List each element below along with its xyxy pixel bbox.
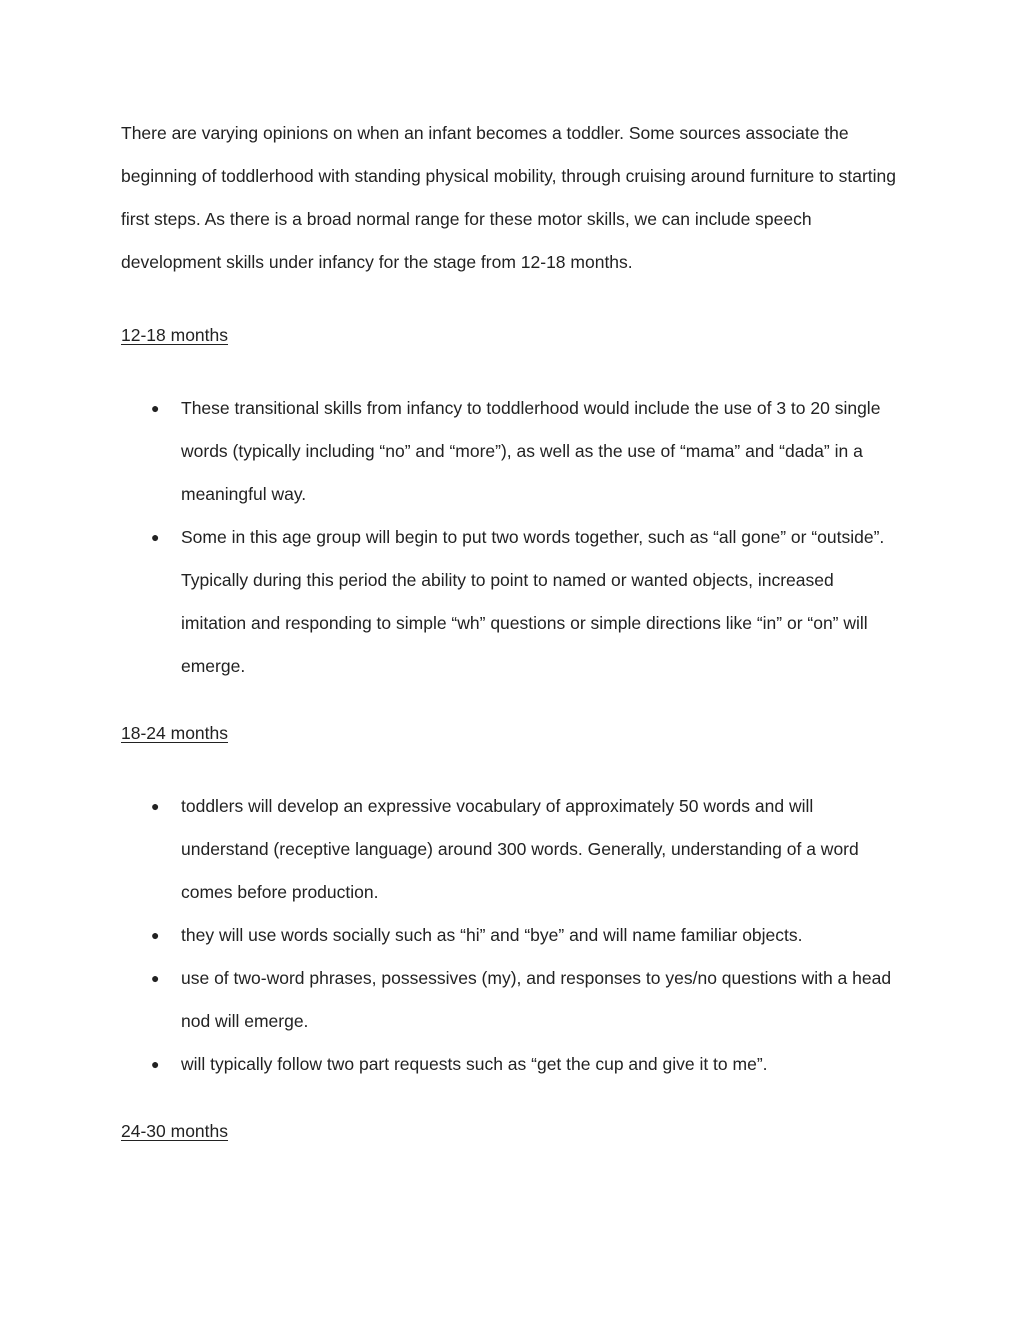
bullet-icon: ●: [151, 529, 160, 545]
bullet-list: [121, 387, 901, 688]
section-heading: 18-24 months: [121, 723, 229, 743]
intro-paragraph: There are varying opinions on when an infant becomes a toddler. Some sources associate the beginning of toddlerhood with standing physical mobility, through cruising around furniture to starting first steps. As there is a broad normal range for these motor skills, we can include speech development skills under infancy for the stage from 12-18 months.: [121, 123, 896, 272]
list-item: [121, 516, 901, 688]
list-item: [121, 387, 901, 516]
bullet-list: [121, 785, 901, 1086]
intro-paragraph-block: [121, 112, 901, 284]
bullet-icon: ●: [151, 798, 160, 814]
list-item: [121, 785, 901, 914]
section-24-30: [121, 1110, 901, 1153]
section-18-24: [121, 712, 901, 1086]
bullet-icon: ●: [151, 970, 160, 986]
section-12-18: [121, 314, 901, 688]
list-item-text: they will use words socially such as “hi” and “bye” and will name familiar objects.: [181, 925, 803, 945]
section-heading: 24-30 months: [121, 1121, 229, 1141]
list-item-text: Some in this age group will begin to put two words together, such as “all gone” or “outside”. Typically during this period the ability to point to named or wanted objects, increased imitation and responding to simple “wh” questions or simple directions like “in” or “on” will emerge.: [181, 527, 885, 676]
list-item-text: will typically follow two part requests such as “get the cup and give it to me”.: [181, 1054, 768, 1074]
list-item-text: toddlers will develop an expressive vocabulary of approximately 50 words and will understand (receptive language) around 300 words. Generally, understanding of a word comes before production.: [181, 796, 859, 902]
bullet-icon: ●: [151, 1056, 160, 1072]
bullet-icon: ●: [151, 927, 160, 943]
list-item: [121, 914, 901, 957]
section-heading: 12-18 months: [121, 325, 229, 345]
list-item: [121, 1043, 901, 1086]
list-item-text: These transitional skills from infancy to toddlerhood would include the use of 3 to 20 single words (typically including “no” and “more”), as well as the use of “mama” and “dada” in a meaningful way.: [181, 398, 881, 504]
list-item: [121, 957, 901, 1043]
bullet-icon: ●: [151, 400, 160, 416]
list-item-text: use of two-word phrases, possessives (my), and responses to yes/no questions with a head nod will emerge.: [181, 968, 892, 1031]
document-page: [121, 112, 901, 1153]
